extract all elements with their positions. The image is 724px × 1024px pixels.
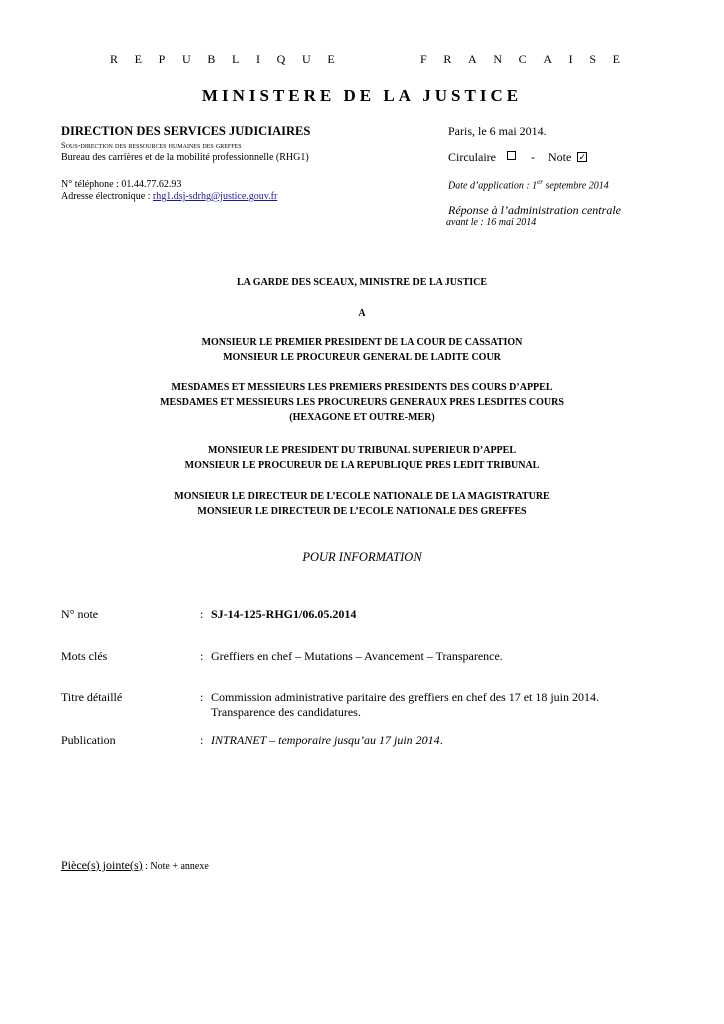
- date: Paris, le 6 mai 2014.: [448, 124, 547, 138]
- publication-value: INTRANET – temporaire jusqu’au 17 juin 2014.: [211, 733, 443, 747]
- republique-francaise-heading: R E P U B L I Q U E F R A N C A I S E: [110, 52, 620, 66]
- note-number-value: SJ-14-125-RHG1/06.05.2014: [211, 607, 357, 621]
- avant-le: avant le : 16 mai 2014: [446, 217, 537, 228]
- note-label: Note: [547, 150, 572, 164]
- date-application: Date d’application : 1er septembre 2014: [448, 178, 609, 192]
- addressee-group-3: MONSIEUR LE PRESIDENT DU TRIBUNAL SUPERIEUR D’APPEL MONSIEUR LE PROCUREUR DE LA REPUBLIQUE PRES LEDIT TRIBUNAL: [184, 445, 540, 471]
- note-number-label: N° note: [61, 607, 99, 621]
- publication-label: Publication: [61, 733, 116, 747]
- detailed-title-label: Titre détaillé: [61, 690, 123, 704]
- detailed-title-value-2: Transparence des candidatures.: [211, 705, 361, 719]
- keywords-label: Mots clés: [61, 649, 108, 663]
- email-link[interactable]: rhg1.dsj-sdrhg@justice.gouv.fr: [152, 191, 278, 202]
- detailed-title-colon: :: [200, 690, 204, 704]
- detailed-title-value-1: Commission administrative paritaire des greffiers en chef des 17 et 18 juin 2014.: [211, 690, 600, 704]
- attachments-label: Pièce(s) jointe(s): [61, 858, 143, 872]
- keywords-value: Greffiers en chef – Mutations – Avancement – Transparence.: [211, 649, 503, 663]
- a-line: A: [358, 308, 366, 319]
- ministry-title: MINISTERE DE LA JUSTICE: [201, 86, 523, 105]
- reponse: Réponse à l’administration centrale: [448, 203, 621, 217]
- telephone: N° téléphone : 01.44.77.62.93: [61, 179, 182, 190]
- bureau: Bureau des carrières et de la mobilité professionnelle (RHG1): [61, 152, 309, 163]
- sous-direction: Sous-direction des ressources humaines des greffes: [61, 140, 242, 150]
- addressee-group-4: MONSIEUR LE DIRECTEUR DE L’ECOLE NATIONALE DE LA MAGISTRATURE MONSIEUR LE DIRECTEUR DE L’ECOLE NATIONALE DES GREFFES: [174, 491, 550, 517]
- direction-name: DIRECTION DES SERVICES JUDICIAIRES: [61, 124, 311, 138]
- addressee-group-1: MONSIEUR LE PREMIER PRESIDENT DE LA COUR DE CASSATION MONSIEUR LE PROCUREUR GENERAL DE LADITE COUR: [201, 337, 523, 363]
- email-line: [61, 191, 277, 202]
- publication-colon: :: [200, 733, 204, 747]
- keywords-colon: :: [200, 649, 204, 663]
- attachments: [61, 858, 209, 873]
- email-label: Adresse électronique :: [61, 191, 153, 202]
- note-number-colon: :: [200, 607, 204, 621]
- circulaire-checkbox: [507, 151, 516, 160]
- from-line: LA GARDE DES SCEAUX, MINISTRE DE LA JUSTICE: [236, 277, 488, 288]
- addressee-group-2: MESDAMES ET MESSIEURS LES PREMIERS PRESIDENTS DES COURS D’APPEL MESDAMES ET MESSIEURS LES PROCUREURS GENERAUX PRES LESDITES COURS (HEXAGONE ET OUTRE-MER): [160, 382, 564, 423]
- pour-information: POUR INFORMATION: [302, 550, 422, 564]
- attachments-value: : Note + annexe: [142, 861, 209, 872]
- circulaire-label: Circulaire: [448, 150, 496, 164]
- doc-type: Circulaire - Note ✓: [448, 150, 587, 164]
- note-checkbox: ✓: [578, 152, 587, 162]
